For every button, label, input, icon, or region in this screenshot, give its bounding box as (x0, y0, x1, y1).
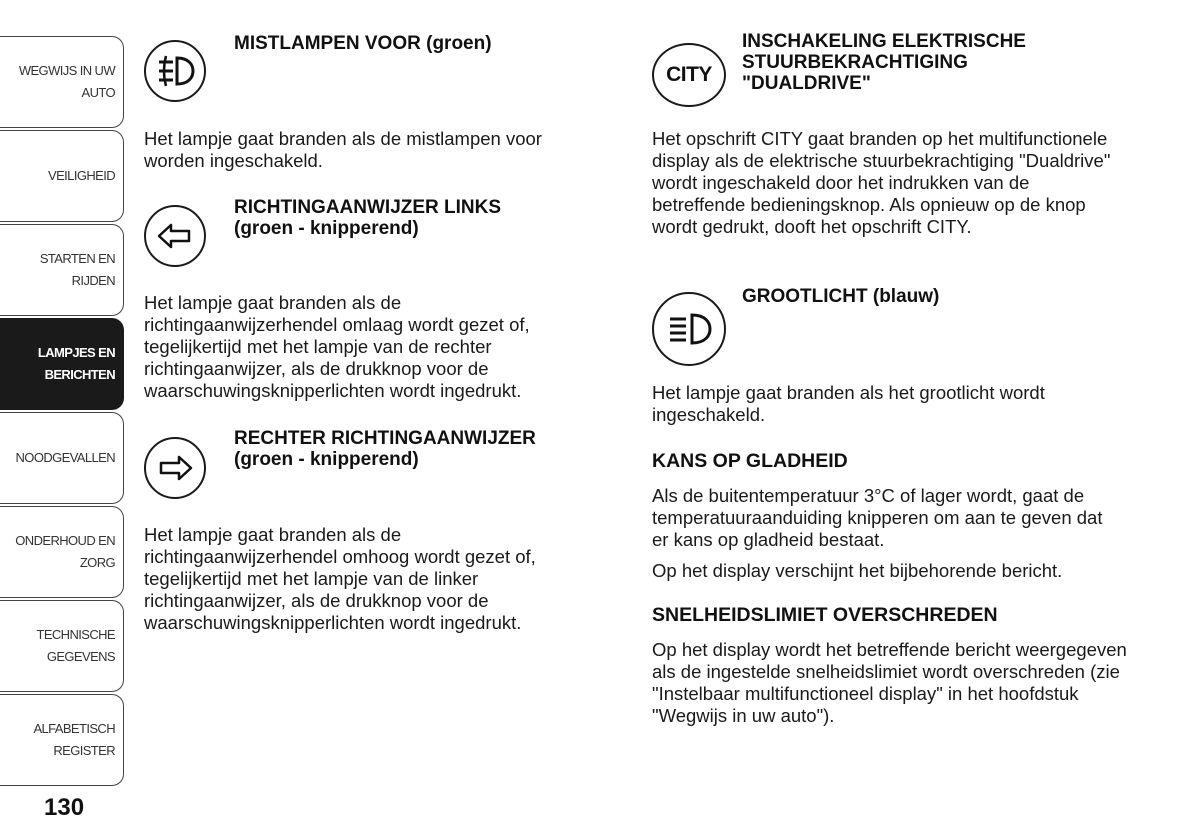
dualdrive-title-line3: "DUALDRIVE" (742, 73, 871, 94)
city-badge-label: CITY (666, 63, 712, 86)
tab-technische[interactable]: TECHNISCHE GEGEVENS (0, 600, 124, 692)
high-beam-title: GROOTLICHT (blauw) (742, 286, 940, 307)
ice-warning-title: KANS OP GLADHEID (652, 450, 848, 472)
tab-noodgevallen[interactable]: NOODGEVALLEN (0, 412, 124, 504)
arrow-right-icon (144, 437, 206, 499)
tab-wegwijs[interactable]: WEGWIJS IN UW AUTO (0, 36, 124, 128)
speed-limit-title: SNELHEIDSLIMIET OVERSCHREDEN (652, 604, 998, 626)
dualdrive-title (742, 31, 1026, 94)
page-number: 130 (44, 794, 85, 821)
city-badge-icon (652, 43, 726, 107)
right-indicator-title (234, 428, 536, 470)
tab-starten[interactable]: STARTEN EN RIJDEN (0, 224, 124, 316)
right-indicator-title-line2: (groen - knipperend) (234, 449, 419, 470)
arrow-left-icon (144, 205, 206, 267)
dualdrive-text: Het opschrift CITY gaat branden op het multifunctionele display als de elektrische stuurbekrachtiging "Dualdrive" wordt ingeschakeld door het indrukken van de betreffende bedieningsknop. Als opnieuw op de knop wordt gedrukt, dooft het opschrift CITY. (652, 128, 1111, 237)
high-beam-text: Het lampje gaat branden als het grootlicht wordt ingeschakeld. (652, 382, 1045, 425)
left-indicator-text: Het lampje gaat branden als de richtingaanwijzerhendel omlaag wordt gezet of, tegelijkertijd met het lampje van de rechter richtingaanwijzer, als de drukknop voor de waarschuwingsknipperlichten wordt ingedrukt. (144, 292, 530, 401)
front-fog-lamp-icon (144, 40, 206, 102)
tab-register[interactable]: ALFABETISCH REGISTER (0, 694, 124, 786)
left-indicator-title (234, 197, 501, 239)
speed-limit-text: Op het display wordt het betreffende bericht weergegeven als de ingestelde snelheidslimiet wordt overschreden (zie "Instelbaar multifunctioneel display" in het hoofdstuk "Wegwijs in uw auto"). (652, 639, 1127, 726)
high-beam-icon (652, 292, 726, 366)
tab-veiligheid[interactable]: VEILIGHEID (0, 130, 124, 222)
right-indicator-text: Het lampje gaat branden als de richtingaanwijzerhendel omhoog wordt gezet of, tegelijkertijd met het lampje van de linker richtingaanwijzer, als de drukknop voor de waarschuwingsknipperlichten wordt ingedrukt. (144, 524, 536, 633)
tab-lampjes[interactable]: LAMPJES EN BERICHTEN (0, 318, 124, 410)
left-indicator-title-line1: RICHTINGAANWIJZER LINKS (234, 197, 502, 218)
ice-warning-text: Als de buitentemperatuur 3°C of lager wordt, gaat de temperatuuraanduiding knipperen om aan te geven dat er kans op gladheid bestaat. (652, 485, 1103, 550)
fog-lamp-title: MISTLAMPEN VOOR (groen) (234, 33, 492, 54)
dualdrive-title-line1: INSCHAKELING ELEKTRISCHE (742, 31, 1026, 52)
right-indicator-title-line1: RECHTER RICHTINGAANWIJZER (234, 428, 536, 449)
dualdrive-title-line2: STUURBEKRACHTIGING (742, 52, 968, 73)
ice-warning-display-text: Op het display verschijnt het bijbehorende bericht. (652, 560, 1063, 581)
tab-onderhoud[interactable]: ONDERHOUD EN ZORG (0, 506, 124, 598)
fog-lamp-text: Het lampje gaat branden als de mistlampen voor worden ingeschakeld. (144, 128, 542, 171)
left-indicator-title-line2: (groen - knipperend) (234, 218, 419, 239)
